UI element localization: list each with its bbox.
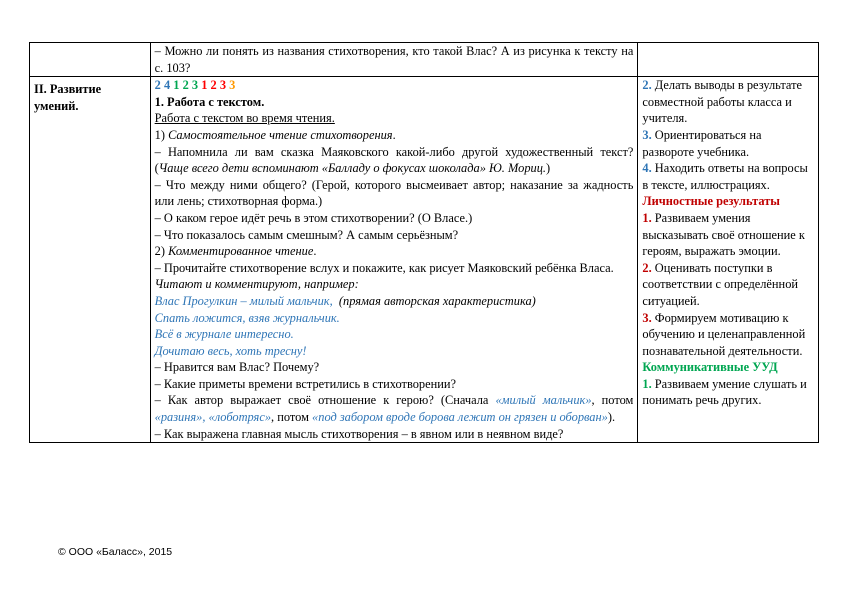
instruction-text: Читают и комментируют, например: bbox=[154, 277, 359, 292]
result-item: 3. Ориентироваться на развороте учебника. bbox=[642, 127, 762, 159]
question-text: – Как выражена главная мысль стихотворения – в явном или в неявном виде? bbox=[154, 426, 564, 441]
question-text: – Напомнила ли вам сказка Маяковского какой-либо другой художественный текст? (Чаще всего дети вспоминают «Балладу о фокусах шоколада» Ю. Мориц.) bbox=[154, 144, 634, 176]
quote-line: Влас Прогулкин – милый мальчик, (прямая авторская характеристика) bbox=[154, 293, 536, 308]
result-item: 2. Делать выводы в результате совместной работы класса и учителя. bbox=[642, 78, 803, 126]
question-text: – Что между ними общего? (Герой, которого высмеивает автор; наказание за жадность или лень; стихотворная форма.) bbox=[154, 177, 634, 209]
quote-line: Дочитаю весь, хоть тресну! bbox=[154, 343, 307, 358]
color-sequence bbox=[155, 77, 634, 94]
sequence-number: 4 bbox=[163, 78, 171, 93]
result-item: 4. Находить ответы на вопросы в тексте, иллюстрациях. bbox=[642, 161, 808, 192]
question-text: – О каком герое идёт речь в этом стихотворении? (О Власе.) bbox=[154, 210, 473, 225]
stage-cell bbox=[30, 77, 151, 443]
result-item: 1. Развиваем умение слушать и понимать речь других. bbox=[642, 376, 807, 408]
results-cell bbox=[638, 77, 819, 443]
sequence-number: 3 bbox=[219, 78, 227, 93]
sequence-number: 1 bbox=[201, 78, 208, 93]
task-line: 1) Самостоятельное чтение стихотворения. bbox=[154, 127, 396, 142]
question-text: – Что показалось самым смешным? А самым серьёзным? bbox=[154, 227, 459, 242]
question-text: – Можно ли понять из названия стихотворения, кто такой Влас? А из рисунка к тексту на с. 103? bbox=[154, 44, 634, 75]
section-heading: 1. Работа с текстом. bbox=[154, 94, 265, 109]
result-item: 2. Оценивать поступки в соответствии с определённой ситуацией. bbox=[642, 260, 799, 308]
activity-cell bbox=[150, 43, 638, 77]
table-row bbox=[30, 77, 819, 443]
lesson-table bbox=[29, 42, 819, 443]
question-text: – Нравится вам Влас? Почему? bbox=[154, 360, 320, 375]
stage-title: II. Развитие умений. bbox=[34, 82, 102, 113]
sequence-number: 2 bbox=[182, 78, 189, 93]
copyright-footer: © ООО «Баласс», 2015 bbox=[58, 546, 173, 558]
sequence-number: 3 bbox=[229, 78, 236, 93]
question-text: – Какие приметы времени встретились в стихотворении? bbox=[154, 376, 457, 391]
sequence-number: 2 bbox=[154, 78, 161, 93]
quote-line: Спать ложится, взяв журнальчик. bbox=[154, 310, 340, 325]
task-line: 2) Комментированное чтение. bbox=[154, 244, 317, 259]
stage-cell bbox=[30, 43, 151, 77]
sequence-number: 2 bbox=[210, 78, 217, 93]
result-item: 1. Развиваем умения высказывать своё отношение к героям, выражать эмоции. bbox=[642, 210, 805, 259]
personal-results-heading: Личностные результаты bbox=[642, 194, 780, 209]
sequence-number: 1 bbox=[173, 78, 180, 93]
table-row bbox=[30, 43, 819, 77]
result-item: 3. Формируем мотивацию к обучению и целенаправленной познавательной деятельности. bbox=[642, 310, 806, 358]
question-text: – Как автор выражает своё отношение к герою? (Сначала «милый мальчик», потом «разиня», «лоботряс», потом «под забором вроде борова лежит он грязен и оборван»). bbox=[154, 393, 634, 425]
sequence-number: 3 bbox=[191, 78, 199, 93]
activity-cell bbox=[150, 77, 638, 443]
question-text: – Прочитайте стихотворение вслух и покажите, как рисует Маяковский ребёнка Власа. bbox=[154, 260, 614, 275]
communicative-heading: Коммуникативные УУД bbox=[642, 360, 778, 375]
section-subheading: Работа с текстом во время чтения. bbox=[154, 111, 335, 126]
results-cell bbox=[638, 43, 819, 77]
quote-line: Всё в журнале интересно. bbox=[154, 327, 294, 342]
